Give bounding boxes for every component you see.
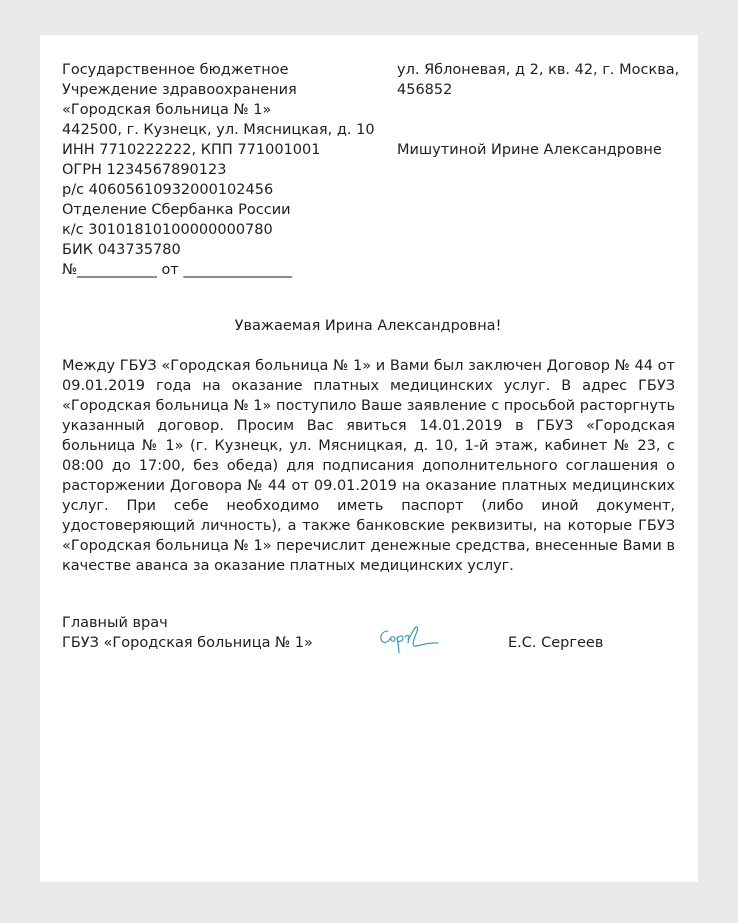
sender-line: «Городская больница № 1» [62,102,272,118]
recipient-postcode: 456852 [397,82,453,98]
sender-details [62,60,382,280]
recipient-name: Мишутиной Ирине Александровне [397,142,662,158]
sender-bik: БИК 043735780 [62,242,181,258]
signer-position: Главный врач [62,615,168,631]
sender-account: р/с 40605610932000102456 [62,182,274,198]
recipient-address-line: ул. Яблоневая, д 2, кв. 42, г. Москва, [397,62,680,78]
sender-corr-account: к/с 30101810100000000780 [62,222,273,238]
sender-bank: Отделение Сбербанка России [62,202,291,218]
letter-body: Между ГБУЗ «Городская больница № 1» и Вами был заключен Договор № 44 от 09.01.2019 года на оказание платных медицинских услуг. В адрес ГБУЗ «Городская больница № 1» поступило Ваше заявление с просьбой расторгнуть указанный договор. Просим Вас явиться 14.01.2019 в ГБУЗ «Городская больница № 1» (г. Кузнецк, ул. Мясницкая, д. 10, 1-й этаж, кабинет № 23, с 08:00 до 17:00, без обеда) для подписания дополнительного соглашения о расторжении Договора № 44 от 09.01.2019 на оказание платных медицинских услуг. При себе необходимо иметь паспорт (либо иной документ, удостоверяющий личность), а также банковские реквизиты, на которые ГБУЗ «Городская больница № 1» перечислит денежные средства, внесенные Вами в качестве аванса за оказание платных медицинских услуг. [62,358,675,574]
signer-name: Е.С. Сергеев [508,635,604,651]
sender-line: Учреждение здравоохранения [62,82,297,98]
sender-inn-kpp: ИНН 7710222222, КПП 771001001 [62,142,321,158]
greeting: Уважаемая Ирина Александровна! [234,318,502,334]
handwritten-signature [378,622,440,654]
sender-line: Государственное бюджетное [62,62,289,78]
signer-organization: ГБУЗ «Городская больница № 1» [62,635,313,651]
recipient-details [397,60,687,160]
letter-page [40,35,698,882]
sender-ogrn: ОГРН 1234567890123 [62,162,227,178]
letter-number-date: №___________ от _______________ [62,262,293,278]
signer-position-block [62,613,362,653]
sender-address: 442500, г. Кузнецк, ул. Мясницкая, д. 10 [62,122,375,138]
